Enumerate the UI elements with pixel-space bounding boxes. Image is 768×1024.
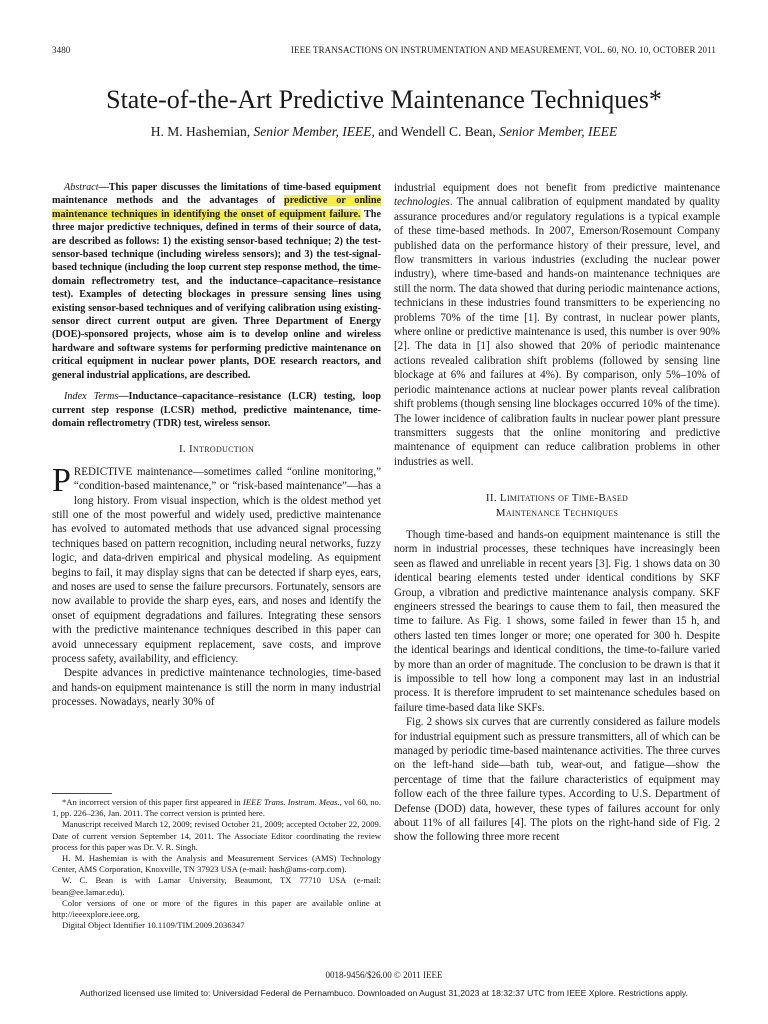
index-terms <box>52 390 381 430</box>
footnote-rule <box>52 793 112 794</box>
footnote-1-text: *An incorrect version of this paper first appeared in <box>62 797 243 807</box>
page-number: 3480 <box>52 45 71 55</box>
abstract-highlight: predictive or online maintenance techniques in identifying the onset of equipment failure. <box>52 195 382 220</box>
index-terms-label: Index Terms <box>64 391 119 403</box>
index-terms-text: —Inductance–capacitance–resistance (LCR) testing, loop current step response (LCSR) method, predictive maintenance, time-domain reflectrometry (TDR) test, wireless sensor. <box>52 391 381 429</box>
footnote-5: Color versions of one or more of the figures in this paper are available online at http://ieeexplore.ieee.org. <box>52 897 381 920</box>
license-notice: Authorized licensed use limited to: Universidad Federal de Pernambuco. Downloaded on August 31,2023 at 18:32:37 UTC from IEEE Xplore. Restrictions apply. <box>80 988 688 998</box>
footnote-1-rest: , vol 60, no. 1, pp. 226–236, Jan. 2011. The correct version is printed here. <box>52 797 381 819</box>
author-2-role: Senior Member, IEEE <box>499 124 618 139</box>
intro-paragraph-1-text: REDICTIVE maintenance—sometimes called “online monitoring,” “condition-based maintenance,” or “risk-based maintenance”—has a long history. From visual inspection, which is the oldest method yet still one of the most powerful and widely used, predictive maintenance has evolved to automated methods that use advanced signal processing techniques based on pattern recognition, including neural networks, fuzzy logic, and data-driven empirical and physical modeling. As equipment begins to fail, it may display signs that can be detected if sharp eyes, ears, and noses are used to sense the failure precursors. Fortunately, sensors are now available to provide the sharp eyes, ears, and noses and identify the onset of equipment degradations and failures. Integrating these sensors with the predictive maintenance techniques described in this paper can avoid unnecessary equipment replacement, save costs, and improve process safety, availability, and efficiency. <box>52 465 381 665</box>
footnote-1-journal: IEEE Trans. Instrum. Meas. <box>242 797 340 807</box>
right-paragraph-1-italic: technologies <box>394 196 450 209</box>
left-column <box>52 181 381 710</box>
right-column <box>394 181 720 845</box>
footnote-1 <box>52 797 381 819</box>
journal-name: IEEE TRANSACTIONS ON INSTRUMENTATION AND MEASUREMENT, VOL. 60, NO. 10, OCTOBER 2011 <box>290 45 716 55</box>
section-2-heading-line-1: II. Limitations of Time-Based <box>485 492 629 505</box>
abstract <box>52 181 381 382</box>
author-line <box>0 124 768 140</box>
section-heading-limitations <box>394 491 720 520</box>
right-paragraph-1-text: industrial equipment does not benefit from predictive maintenance <box>394 182 720 194</box>
footnote-4: W. C. Bean is with Lamar University, Beaumont, TX 77710 USA (e-mail: bean@ee.lamar.edu). <box>52 875 381 897</box>
section-heading-introduction: I. Introduction <box>178 443 255 456</box>
right-paragraph-3: Fig. 2 shows six curves that are currently considered as failure models for industrial equipment such as pressure transmitters, all of which can be managed by periodic time-based maintenance activities. The three curves on the left-hand side—bath tub, wear-out, and fatigue—show the percentage of time that the failure characteristics of equipment may follow each of the three failure types. According to U.S. Department of Defense (DOD) data, however, these types of failures account for only about 11% of all failures [4]. The plots on the right-hand side of Fig. 2 show the following three more recent <box>394 716 720 844</box>
footnote-3: H. M. Hashemian is with the Analysis and Measurement Services (AMS) Technology Center, AMS Corporation, Knoxville, TN 37923 USA (e-mail: hash@ams-corp.com). <box>52 853 381 875</box>
right-paragraph-1-rest: . The annual calibration of equipment mandated by quality assurance procedures and/or regulatory regulations is a typical example of these time-based methods. In 2007, Emerson/Rosemount Company published data on the performance history of their pressure, level, and flow transmitters in various industries (excluding the nuclear power industry), where time-based and hands-on maintenance techniques are still the norm. The data showed that during periodic maintenance actions, technicians in these industries found transmitters to be experiencing no problems 70% of the time [1]. By contrast, in nuclear power plants, where online or predictive maintenance is used, this number is over 90% [2]. The data in [1] also showed that 20% of periodic maintenance actions revealed calibration shift problems (followed by sensing line blockage at 6% and failures at 4%). By comparison, only 5%–10% of periodic maintenance actions at nuclear power plants reveal calibration shift problems (though sensing line blockages occurred 10% of the time). The lower incidence of calibration faults in nuclear power plant pressure transmitters suggests that the online monitoring and predictive maintenance of equipment can reduce calibration problems in other industries as well. <box>394 196 720 468</box>
right-paragraph-1 <box>394 181 720 469</box>
running-header <box>52 45 716 55</box>
footnotes <box>52 797 381 931</box>
intro-paragraph-1 <box>52 461 381 667</box>
abstract-label: Abstract <box>64 182 99 193</box>
author-1: H. M. Hashemian, <box>150 124 251 139</box>
copyright-line: 0018-9456/$26.00 © 2011 IEEE <box>325 970 443 980</box>
author-1-role: Senior Member, IEEE <box>253 124 372 139</box>
section-2-heading-line-2: Maintenance Techniques <box>495 506 619 519</box>
footnote-6: Digital Object Identifier 10.1109/TIM.2009.2036347 <box>62 920 245 931</box>
abstract-text-1: —This paper discusses the limitations of time-based equipment maintenance methods and the advantages of <box>52 182 381 207</box>
right-paragraph-2: Though time-based and hands-on equipment maintenance is still the norm in industrial processes, these techniques have increasingly been seen as flawed and unreliable in recent years [3]. Fig. 1 shows data on 30 identical bearing elements tested under identical conditions by SKF Group, a vibration and predictive maintenance analysis company. SKF engineers stressed the bearings to cause them to fail, then measured the time to failure. As Fig. 1 shows, some failed in fewer than 15 h, and others lasted ten times longer or more; one operated for 300 h. Despite the identical bearings and identical conditions, the time-to-failure varied by more than an order of magnitude. The conclusion to be drawn is that it is impossible to tell how long a component may last in an industrial process. It is therefore imprudent to set maintenance schedules based on failure time-based data like SKFs. <box>394 528 720 714</box>
author-connector: , and Wendell C. Bean, <box>371 124 496 139</box>
paper-title: State-of-the-Art Predictive Maintenance Techniques* <box>106 85 662 114</box>
abstract-text-2: The three major predictive techniques, defined in terms of their source of data, are described as follows: 1) the existing sensor-based technique; 2) the test-sensor-based technique (including wireless sensors); and 3) the test-signal-based technique (including the loop current step response method, the time-domain reflectrometry test, and the inductance–capacitance–resistance test). Examples of detecting blockages in pressure sensing lines using existing sensor-based techniques and of verifying calibration using existing-sensor direct current output are given. Three Department of Energy (DOE)-sponsored projects, whose aim is to develop online and wireless hardware and software systems for performing predictive maintenance on critical equipment in nuclear power plants, DOE research reactors, and general industrial applications, are described. <box>52 208 381 381</box>
intro-paragraph-2: Despite advances in predictive maintenance technologies, time-based and hands-on equipment maintenance is still the norm in many industrial processes. Nowadays, nearly 30% of <box>52 667 381 709</box>
drop-cap: P <box>52 461 71 499</box>
footnote-2: Manuscript received March 12, 2009; revised October 21, 2009; accepted October 22, 2009. Date of current version September 14, 2011. The Associate Editor coordinating the review process for this paper was Dr. V. R. Singh. <box>52 819 381 852</box>
